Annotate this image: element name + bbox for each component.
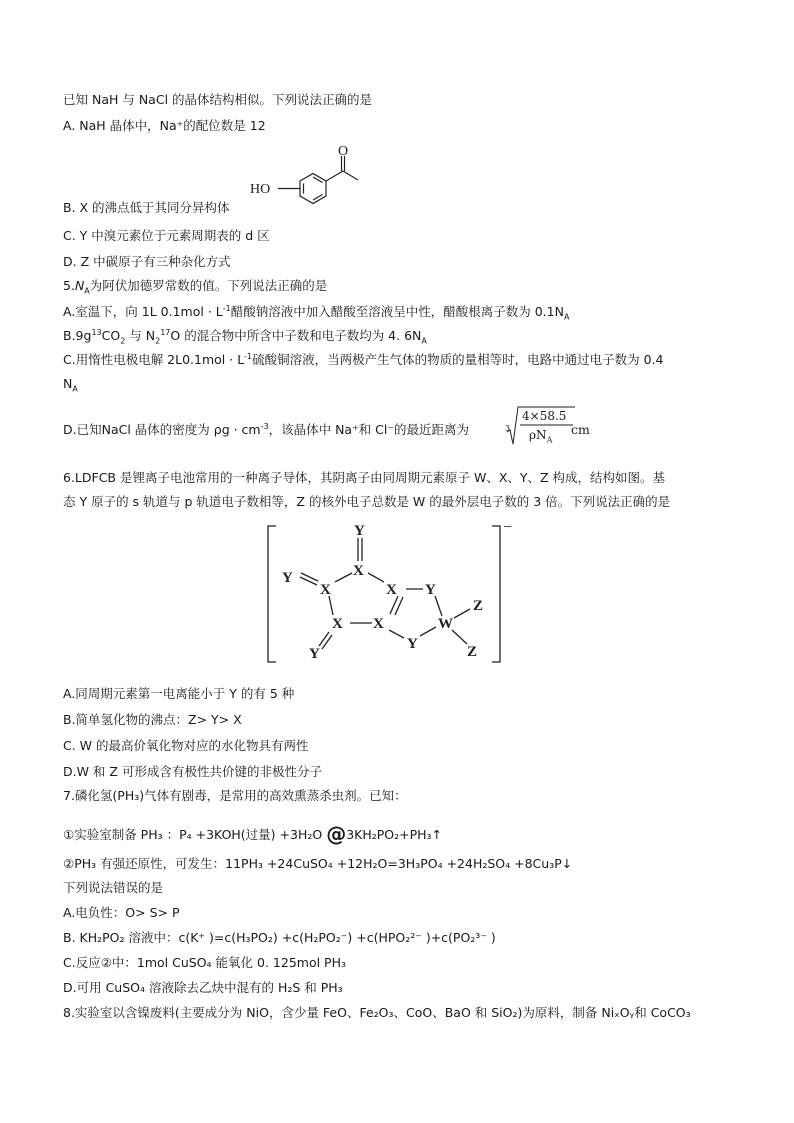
q5-option-a: A.室温下，向 1L $0.1mol \cdot L^{-1}$醋酸钠溶液中加入醋酸至溶液呈中性，醋酸根离子数为 $0.1N_A$ xyxy=(63,303,570,322)
atom-x-bottom-left: X xyxy=(332,616,343,632)
atom-y-lower-left: Y xyxy=(309,646,320,662)
atom-z-top: Z xyxy=(473,598,484,614)
atom-x-top: X xyxy=(353,563,364,579)
molecule-x-structure xyxy=(245,142,390,207)
q7-reaction-1: ①实验室制备 PH₃ ：P₄ +3KOH(过量) +3H₂O @3KH₂PO₂+PH₃↑ xyxy=(63,822,443,846)
atom-y-bottom: Y xyxy=(407,636,418,652)
atom-x-left: X xyxy=(320,582,331,598)
molecule-o-label: O xyxy=(338,144,349,159)
q5-option-d: D.已知NaCl 晶体的密度为 $\rho g \cdot cm^{-3}$，该晶体中 Na⁺和 Cl⁻的最近距离为 xyxy=(63,421,469,437)
fraction-numerator: 4×58.5 xyxy=(522,409,567,423)
q5-stem: $5.N_A$为阿伏加德罗常数的值。下列说法正确的是 xyxy=(63,278,328,296)
unit-cm: cm xyxy=(571,422,590,437)
atom-y-top: Y xyxy=(354,523,365,539)
atom-w: W xyxy=(438,616,453,632)
q5-option-c: C.用惰性电极电解 $2L0.1mol \cdot L^{-1}$硫酸铜溶液，当两极产生气体的物质的量相等时，电路中通过电子数为 0.4 xyxy=(63,351,664,367)
q6-stem-line1: 6.LDFCB 是锂离子电池常用的一种离子导体，其阴离子由同周期元素原子 W、X、Y、Z 构成，结构如图。基 xyxy=(63,470,666,485)
q6-option-d: D.W 和 Z 可形成含有极性共价键的非极性分子 xyxy=(63,764,322,779)
question-stem: 已知 NaH 与 NaCl 的晶体结构相似。下列说法正确的是 xyxy=(63,92,373,107)
option-c: C. Y 中溴元素位于元素周期表的 d 区 xyxy=(63,228,270,243)
q5-option-c-cont: $N_A$ xyxy=(63,376,78,394)
q7-option-c: C.反应②中：1mol CuSO₄ 能氧化 0. 125mol PH₃ xyxy=(63,955,346,970)
option-d: D. Z 中碳原子有三种杂化方式 xyxy=(63,254,231,269)
option-a: A. NaH 晶体中，Na⁺的配位数是 12 xyxy=(63,118,266,133)
option-b: B. X 的沸点低于其同分异构体 xyxy=(63,200,230,215)
fraction-denominator: $\rho N_A$ xyxy=(529,428,553,445)
atom-z-bottom: Z xyxy=(467,644,478,660)
q7-option-b: B. KH₂PO₂ 溶液中：c(K⁺ )=c(H₃PO₂) +c(H₂PO₂⁻) +c(HPO₂²⁻ )+c(PO₂³⁻ ) xyxy=(63,930,496,945)
at-symbol: @ xyxy=(326,822,347,846)
root-index: 3 xyxy=(505,424,511,433)
ldfcb-anion-structure xyxy=(262,518,522,668)
q6-stem-line2: 态 Y 原子的 s 轨道与 p 轨道电子数相等，Z 的核外电子总数是 W 的最外层电子数的 3 倍。下列说法正确的是 xyxy=(63,494,671,509)
q7-stem: 7.磷化氢(PH₃)气体有剧毒，是常用的高效熏蒸杀虫剂。已知： xyxy=(63,788,407,803)
q7-option-a: A.电负性：O> S> P xyxy=(63,905,180,920)
atom-x-right: X xyxy=(386,582,397,598)
q8-stem: 8.实验室以含镍废料(主要成分为 NiO，含少量 FeO、Fe₂O₃、CoO、BaO 和 SiO₂)为原料，制备 NiₓOᵧ和 CoCO₃ xyxy=(63,1005,691,1020)
q7-ask: 下列说法错误的是 xyxy=(63,880,164,895)
atom-y-left: Y xyxy=(282,570,293,586)
q6-option-a: A.同周期元素第一电离能小于 Y 的有 5 种 xyxy=(63,686,295,701)
q6-option-b: B.简单氢化物的沸点：Z> Y> X xyxy=(63,712,242,727)
molecule-ho-label: HO xyxy=(250,182,271,197)
atom-y-right: Y xyxy=(425,582,436,598)
q6-option-c: C. W 的最高价氧化物对应的水化物具有两性 xyxy=(63,738,309,753)
q7-option-d: D.可用 CuSO₄ 溶液除去乙炔中混有的 H₂S 和 PH₃ xyxy=(63,980,343,995)
q5-option-b: $B.9g^{13}CO_2$ 与 $N_2^{17}O$ 的混合物中所含中子数和电子数均为 4. $6N_A$ xyxy=(63,327,427,346)
cube-root-expression xyxy=(505,404,595,448)
atom-x-bottom-right: X xyxy=(373,616,384,632)
anion-charge: − xyxy=(503,519,513,536)
q7-reaction-2: ②PH₃ 有强还原性，可发生：11PH₃ +24CuSO₄ +12H₂O=3H₃PO₄ +24H₂SO₄ +8Cu₃P↓ xyxy=(63,856,573,871)
